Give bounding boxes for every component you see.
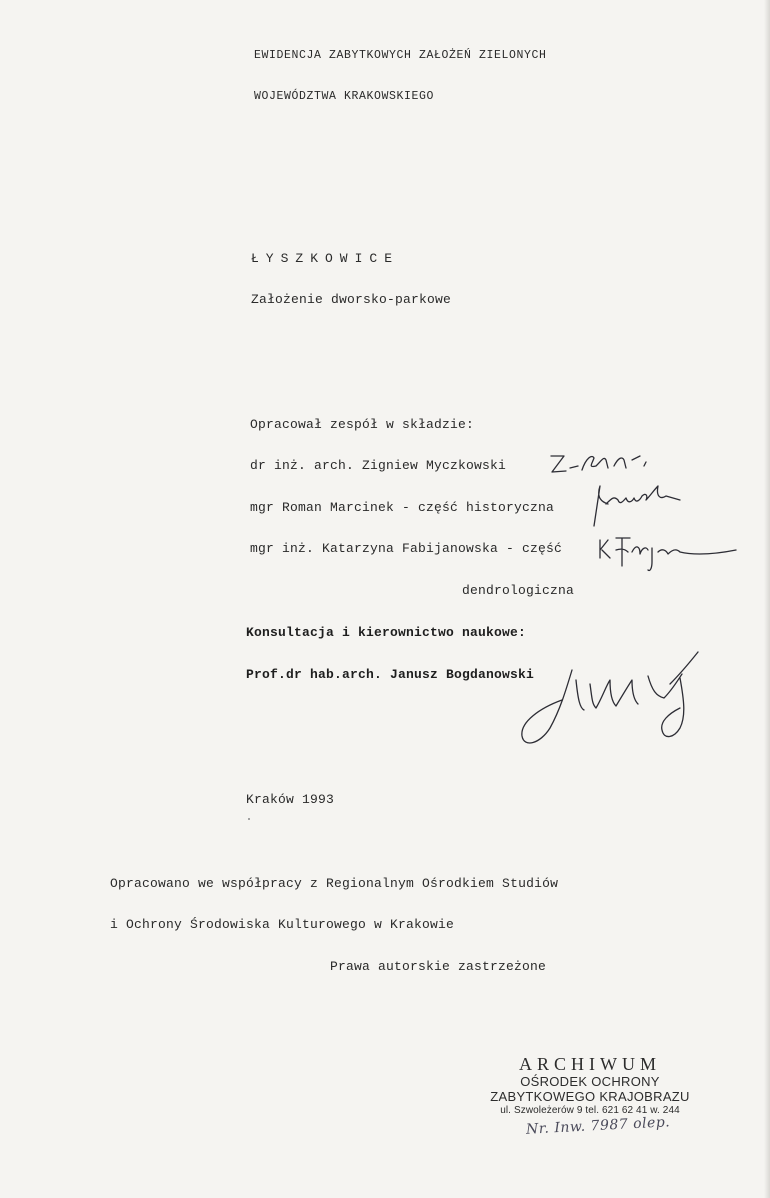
header-line-1: EWIDENCJA ZABYTKOWYCH ZAŁOŻEŃ ZIELONYCH	[254, 49, 547, 62]
team-member-1: dr inż. arch. Zigniew Myczkowski	[250, 458, 507, 473]
paper-speck	[248, 818, 250, 820]
header-line-2: WOJEWÓDZTWA KRAKOWSKIEGO	[254, 90, 435, 103]
cooperation-line-1: Opracowano we współpracy z Regionalnym Ośrodkiem Studiów	[110, 876, 559, 891]
document-subtitle: Założenie dworsko-parkowe	[251, 292, 452, 307]
stamp-line-2: ZABYTKOWEGO KRAJOBRAZU	[490, 1089, 690, 1104]
archive-stamp	[490, 1054, 690, 1118]
signature-fabijanowska	[596, 528, 741, 573]
signature-myczkowski	[548, 448, 658, 478]
signature-marcinek	[588, 478, 688, 528]
place-title: ŁYSZKOWICE	[251, 251, 400, 266]
team-member-2: mgr Roman Marcinek - część historyczna	[250, 500, 555, 515]
page-edge	[764, 0, 770, 1198]
consultation-person: Prof.dr hab.arch. Janusz Bogdanowski	[246, 667, 535, 682]
consultation-heading: Konsultacja i kierownictwo naukowe:	[246, 625, 527, 640]
copyright-notice: Prawa autorskie zastrzeżone	[330, 959, 547, 974]
cooperation-line-2: i Ochrony Środowiska Kulturowego w Krakowie	[110, 917, 455, 932]
team-member-3-continued: dendrologiczna	[462, 583, 575, 598]
team-heading: Opracował zespół w składzie:	[250, 417, 475, 432]
inventory-number: Nr. Inw. 7987 olep.	[525, 1114, 671, 1138]
place-date: Kraków 1993	[246, 792, 335, 807]
stamp-title: ARCHIWUM	[519, 1054, 661, 1074]
team-member-3: mgr inż. Katarzyna Fabijanowska - część	[250, 541, 563, 556]
stamp-line-1: OŚRODEK OCHRONY	[520, 1074, 660, 1089]
signature-bogdanowski	[510, 650, 715, 750]
stamp-address: ul. Szwoleżerów 9 tel. 621 62 41 w. 244	[500, 1105, 680, 1116]
